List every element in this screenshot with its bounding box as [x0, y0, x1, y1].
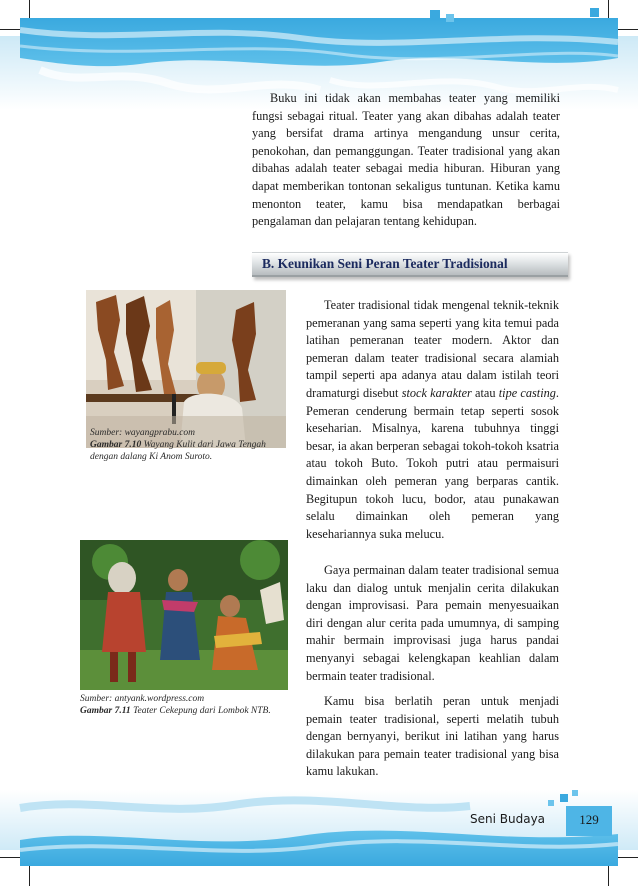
figure-caption-text: Teater Cekepung dari Lombok NTB.: [133, 706, 271, 716]
section-heading: [252, 252, 568, 277]
body-paragraph-text: Teater tradisional tidak mengenal teknik-teknik pemeranan yang sama seperti yang kita temui pada latihan pemeranan teater modern. Aktor dan pemeran dalam teater tradisional secara alamiah tampil seperti apa adanya atau dalam istilah teori dramaturgi disebut: [306, 298, 559, 400]
intro-paragraph: [252, 90, 560, 231]
body-paragraph-text: . Pemeran cenderung bermain tetap seperti sosok keseharian. Misalnya, karena tubuhnya tinggi besar, ia akan berperan sebagai tokoh-tokoh ksatria atau tokoh Buto. Tokoh putri atau permaisuri dimainkan oleh pemeran yang berparas cantik. Begitupun tokoh lucu, bodor, atau punakawan selalu dimainkan oleh pemeran yang kesehariannya suka melucu.: [306, 385, 559, 541]
figure-cekepung-caption: [80, 693, 292, 717]
body-paragraph-text: Kamu bisa berlatih peran untuk menjadi pemain teater tradisional, seperti melatih tubuh dengan bernyanyi, berikut ini latihan yang harus dilakukan para pemain teater tradisional yang bisa kamu lakukan.: [306, 694, 559, 779]
body-paragraph-3: [306, 693, 559, 781]
page-number: 129: [579, 812, 599, 827]
footer-title: Seni Budaya: [470, 812, 546, 826]
figure-caption: [90, 439, 280, 463]
figure-wayang-caption: [90, 427, 280, 463]
body-paragraph-2: [306, 562, 559, 685]
figure-label: Gambar 7.11: [80, 706, 131, 716]
body-paragraph-text: Gaya permainan dalam teater tradisional semua laku dan dialog untuk menjalin cerita dilakukan dengan improvisasi. Para pemain menyesuaikan diri dengan alur cerita pada umumnya, di samping mahir bermain improvisasi juga harus pandai menyanyi sebagai kelengkapan keahlian dalam bermain teater tradisional.: [306, 563, 559, 683]
term-stock-karakter: stock karakter: [401, 385, 472, 400]
figure-source: Sumber: antyank.wordpress.com: [80, 694, 205, 704]
cekepung-image: [80, 540, 288, 690]
intro-paragraph-text: Buku ini tidak akan membahas teater yang memiliki fungsi sebagai ritual. Teater yang akan dibahas adalah teater yang bersifat drama artinya mengandung unsur cerita, penokohan, dan pemanggungan. Teater tradisional yang akan dibahas adalah teater sebagai media hiburan. Hiburan yang dapat memberikan tontonan sekaligus tuntunan. Ketika kamu menonton teater, kamu bisa mendapatkan berbagai pengalaman dan pelajaran tentang kehidupan.: [252, 91, 560, 229]
figure-label: Gambar 7.10: [90, 440, 142, 450]
body-paragraph-1: [306, 297, 559, 543]
term-tipe-casting: tipe casting: [498, 385, 556, 400]
page-number-box: [566, 806, 612, 836]
figure-wayang-photo: [86, 290, 286, 448]
bottom-wave-band: [0, 790, 638, 886]
figure-source: Sumber: wayangprabu.com: [90, 428, 196, 438]
body-paragraph-text: atau: [471, 385, 499, 400]
wayang-image: [86, 290, 286, 448]
section-heading-text: B. Keunikan Seni Peran Teater Tradisional: [262, 256, 508, 271]
figure-cekepung-photo: [80, 540, 288, 690]
figure-caption-text: Wayang Kulit dari Jawa Tengah dengan dalang Ki Anom Suroto.: [90, 440, 266, 462]
figure-caption: [80, 705, 292, 717]
